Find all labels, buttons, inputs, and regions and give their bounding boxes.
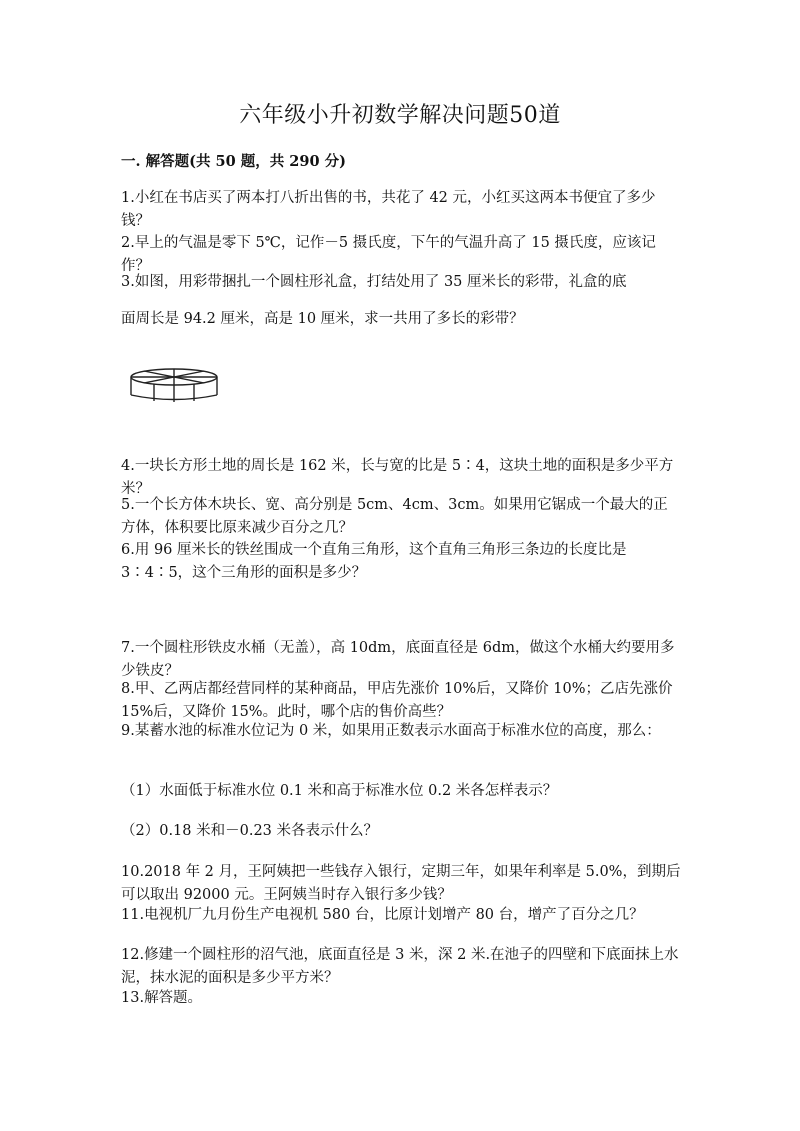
question-number: 13.: [121, 990, 145, 1006]
question-number: 10.: [121, 864, 145, 880]
question-number: 7.: [121, 640, 135, 656]
question-text: 甲、乙两店都经营同样的某种商品，甲店先涨价 10%后，又降价 10%；乙店先涨价 15%后，又降价 15%。此时，哪个店的售价高些？: [121, 681, 673, 720]
question-12: [121, 944, 681, 989]
question-number: 3.: [121, 274, 135, 290]
question-number: 8.: [121, 681, 135, 697]
question-number: 11.: [121, 907, 145, 923]
question-3-continued: [121, 308, 681, 331]
question-text: 一个圆柱形铁皮水桶（无盖），高 10dm，底面直径是 6dm，做这个水桶大约要用多少铁皮？: [121, 640, 675, 679]
question-number: 9.: [121, 723, 135, 739]
question-number: 6.: [121, 542, 135, 558]
question-text: 电视机厂九月份生产电视机 580 台，比原计划增产 80 台，增产了百分之几？: [144, 907, 644, 923]
question-text: 一个长方体木块长、宽、高分别是 5cm、4cm、3cm。如果用它锯成一个最大的正方体，体积要比原来减少百分之几？: [121, 497, 668, 536]
question-number: 4.: [121, 458, 135, 474]
sub-question-9-1: [121, 780, 681, 803]
question-number: 12.: [121, 947, 145, 963]
question-5: [121, 494, 681, 539]
question-text: 用 96 厘米长的铁丝围成一个直角三角形，这个直角三角形三条边的长度比是 3∶4∶5，这个三角形的面积是多少？: [121, 542, 627, 581]
question-number: 5.: [121, 497, 135, 513]
question-10: [121, 861, 681, 906]
question-7: [121, 637, 681, 682]
question-text: 2018 年 2 月，王阿姨把一些钱存入银行，定期三年，如果年利率是 5.0%，到期后可以取出 92000 元。王阿姨当时存入银行多少钱？: [121, 864, 681, 903]
section-header: 一. 解答题(共 50 题，共 290 分): [121, 153, 346, 170]
question-11: [121, 904, 681, 927]
question-text: 小红在书店买了两本打八折出售的书，共花了 42 元，小红买这两本书便宜了多少钱？: [121, 190, 656, 229]
document-title: 六年级小升初数学解决问题50道: [239, 103, 561, 128]
question-text: 一块长方形土地的周长是 162 米，长与宽的比是 5∶4，这块土地的面积是多少平方米？: [121, 458, 674, 497]
question-3: [121, 271, 701, 294]
question-text: 修建一个圆柱形的沼气池，底面直径是 3 米，深 2 米.在池子的四壁和下底面抹上水泥，抹水泥的面积是多少平方米？: [121, 947, 679, 986]
question-text: 面周长是 94.2 厘米，高是 10 厘米，求一共用了多长的彩带？: [121, 311, 524, 327]
question-number: 1.: [121, 190, 135, 206]
question-8: [121, 678, 681, 723]
question-6: [121, 539, 681, 584]
question-text: （2）0.18 米和－0.23 米各表示什么？: [121, 823, 379, 839]
question-text: 某蓄水池的标准水位记为 0 米，如果用正数表示水面高于标准水位的高度，那么：: [134, 723, 661, 739]
sub-question-9-2: [121, 820, 681, 843]
question-13: [121, 987, 681, 1010]
cylinder-gift-box-figure: [128, 364, 220, 406]
question-9: [121, 720, 681, 743]
question-text: 如图，用彩带捆扎一个圆柱形礼盒，打结处用了 35 厘米长的彩带，礼盒的底: [134, 274, 627, 290]
question-text: 早上的气温是零下 5℃，记作－5 摄氏度，下午的气温升高了 15 摄氏度，应该记作？: [121, 235, 656, 274]
question-1: [121, 187, 681, 232]
question-number: 2.: [121, 235, 135, 251]
question-text: 解答题。: [144, 990, 203, 1006]
question-text: （1）水面低于标准水位 0.1 米和高于标准水位 0.2 米各怎样表示？: [121, 783, 558, 799]
